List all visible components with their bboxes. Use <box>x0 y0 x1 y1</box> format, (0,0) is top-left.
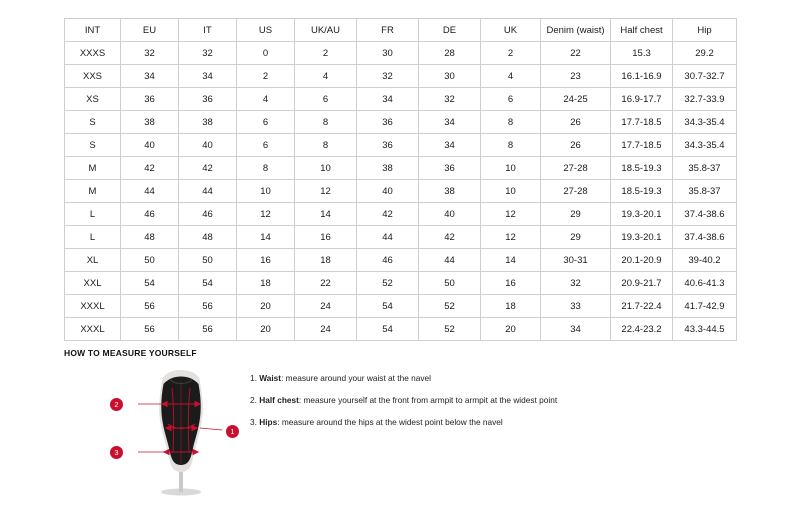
table-cell: 35.8-37 <box>673 180 737 203</box>
mannequin-figure-container <box>114 368 240 498</box>
table-row <box>65 157 737 180</box>
table-row <box>65 65 737 88</box>
table-cell: 34 <box>357 88 419 111</box>
table-cell: 37.4-38.6 <box>673 226 737 249</box>
table-cell: 8 <box>237 157 295 180</box>
table-cell: XXXS <box>65 42 121 65</box>
table-cell: 43.3-44.5 <box>673 318 737 341</box>
measure-instructions <box>250 368 557 440</box>
table-cell: 29.2 <box>673 42 737 65</box>
measure-note-text: : measure around your waist at the navel <box>281 373 431 383</box>
table-header-cell: Hip <box>673 19 737 42</box>
table-cell: 42 <box>357 203 419 226</box>
table-cell: 32 <box>179 42 237 65</box>
how-to-measure-title: HOW TO MEASURE YOURSELF <box>64 348 197 358</box>
table-cell: 12 <box>481 203 541 226</box>
table-header-cell: FR <box>357 19 419 42</box>
table-cell: 22.4-23.2 <box>611 318 673 341</box>
table-cell: 42 <box>121 157 179 180</box>
table-row <box>65 42 737 65</box>
table-cell: 56 <box>121 318 179 341</box>
table-cell: 50 <box>121 249 179 272</box>
table-header-cell: Denim (waist) <box>541 19 611 42</box>
table-cell: 29 <box>541 226 611 249</box>
table-cell: 38 <box>419 180 481 203</box>
table-cell: 8 <box>295 111 357 134</box>
table-cell: 35.8-37 <box>673 157 737 180</box>
table-cell: 44 <box>121 180 179 203</box>
table-cell: 10 <box>295 157 357 180</box>
table-header-cell: UK/AU <box>295 19 357 42</box>
table-cell: 14 <box>481 249 541 272</box>
table-cell: 34 <box>419 134 481 157</box>
table-cell: 18 <box>237 272 295 295</box>
table-cell: XXS <box>65 65 121 88</box>
table-header-cell: Half chest <box>611 19 673 42</box>
measure-note-term: Hips <box>259 416 278 427</box>
table-cell: 16.1-16.9 <box>611 65 673 88</box>
table-cell: 40.6-41.3 <box>673 272 737 295</box>
table-cell: 10 <box>237 180 295 203</box>
table-row <box>65 134 737 157</box>
table-cell: 29 <box>541 203 611 226</box>
table-cell: 30 <box>419 65 481 88</box>
table-row <box>65 111 737 134</box>
table-cell: 37.4-38.6 <box>673 203 737 226</box>
table-cell: 32 <box>121 42 179 65</box>
table-header-cell: DE <box>419 19 481 42</box>
table-cell: XXXL <box>65 318 121 341</box>
table-header-cell: UK <box>481 19 541 42</box>
table-cell: XXL <box>65 272 121 295</box>
how-to-measure-body <box>64 368 736 498</box>
table-cell: 44 <box>357 226 419 249</box>
how-to-measure-section <box>64 348 736 498</box>
table-cell: 6 <box>237 134 295 157</box>
table-cell: 23 <box>541 65 611 88</box>
table-header-cell: US <box>237 19 295 42</box>
table-cell: 15.3 <box>611 42 673 65</box>
table-cell: 44 <box>419 249 481 272</box>
table-cell: 46 <box>121 203 179 226</box>
table-cell: 32.7-33.9 <box>673 88 737 111</box>
table-cell: 34.3-35.4 <box>673 134 737 157</box>
measure-note-index: 1. <box>250 373 257 383</box>
table-cell: 4 <box>237 88 295 111</box>
table-cell: 50 <box>419 272 481 295</box>
size-table-container <box>64 18 736 341</box>
table-cell: 12 <box>295 180 357 203</box>
table-cell: 56 <box>121 295 179 318</box>
table-cell: 52 <box>419 295 481 318</box>
table-cell: 10 <box>481 157 541 180</box>
table-row <box>65 249 737 272</box>
table-header-row <box>65 19 737 42</box>
table-cell: 12 <box>237 203 295 226</box>
table-cell: 17.7-18.5 <box>611 111 673 134</box>
table-cell: 16.9-17.7 <box>611 88 673 111</box>
table-cell: 46 <box>357 249 419 272</box>
table-header-cell: IT <box>179 19 237 42</box>
table-cell: 26 <box>541 134 611 157</box>
table-cell: 36 <box>179 88 237 111</box>
table-cell: 30.7-32.7 <box>673 65 737 88</box>
table-cell: L <box>65 226 121 249</box>
table-row <box>65 318 737 341</box>
marker-2: 2 <box>110 398 123 411</box>
table-cell: 40 <box>419 203 481 226</box>
table-cell: 6 <box>237 111 295 134</box>
marker-3: 3 <box>110 446 123 459</box>
table-cell: 16 <box>295 226 357 249</box>
table-cell: 56 <box>179 318 237 341</box>
table-header-cell: INT <box>65 19 121 42</box>
table-cell: 34 <box>179 65 237 88</box>
table-cell: 19.3-20.1 <box>611 203 673 226</box>
table-cell: 22 <box>295 272 357 295</box>
table-cell: 48 <box>121 226 179 249</box>
table-cell: 36 <box>121 88 179 111</box>
table-cell: 32 <box>357 65 419 88</box>
table-cell: 14 <box>237 226 295 249</box>
table-cell: M <box>65 157 121 180</box>
measure-note <box>250 374 557 384</box>
table-cell: 18 <box>295 249 357 272</box>
table-cell: 48 <box>179 226 237 249</box>
table-cell: 8 <box>481 134 541 157</box>
table-cell: 52 <box>357 272 419 295</box>
table-cell: 42 <box>179 157 237 180</box>
size-table <box>64 18 737 341</box>
table-cell: 12 <box>481 226 541 249</box>
table-cell: 34 <box>419 111 481 134</box>
table-cell: 54 <box>121 272 179 295</box>
table-row <box>65 226 737 249</box>
table-row <box>65 203 737 226</box>
table-row <box>65 295 737 318</box>
table-cell: 20 <box>481 318 541 341</box>
table-header-cell: EU <box>121 19 179 42</box>
table-cell: 4 <box>481 65 541 88</box>
mannequin-icon <box>138 368 224 496</box>
table-cell: 32 <box>541 272 611 295</box>
table-cell: 56 <box>179 295 237 318</box>
table-cell: 2 <box>237 65 295 88</box>
table-cell: 42 <box>419 226 481 249</box>
table-cell: 8 <box>295 134 357 157</box>
table-cell: 17.7-18.5 <box>611 134 673 157</box>
measure-note-text: : measure around the hips at the widest point below the navel <box>277 416 503 427</box>
measure-note-term: Waist <box>259 373 282 383</box>
measure-note-index: 2. <box>250 394 257 405</box>
table-row <box>65 272 737 295</box>
table-cell: 0 <box>237 42 295 65</box>
table-cell: 34 <box>121 65 179 88</box>
table-cell: 30 <box>357 42 419 65</box>
table-cell: 20.1-20.9 <box>611 249 673 272</box>
table-cell: 24 <box>295 295 357 318</box>
table-cell: 40 <box>357 180 419 203</box>
table-row <box>65 88 737 111</box>
table-cell: 20 <box>237 318 295 341</box>
measure-note <box>250 418 557 428</box>
table-cell: XXXL <box>65 295 121 318</box>
table-cell: 16 <box>237 249 295 272</box>
table-cell: 40 <box>121 134 179 157</box>
table-cell: S <box>65 134 121 157</box>
table-cell: 38 <box>357 157 419 180</box>
table-cell: 36 <box>357 134 419 157</box>
table-cell: 4 <box>295 65 357 88</box>
table-cell: 14 <box>295 203 357 226</box>
table-cell: 32 <box>419 88 481 111</box>
table-cell: 2 <box>295 42 357 65</box>
measure-note-index: 3. <box>250 416 257 427</box>
table-cell: 6 <box>481 88 541 111</box>
table-cell: 34.3-35.4 <box>673 111 737 134</box>
table-cell: 27-28 <box>541 180 611 203</box>
table-cell: 46 <box>179 203 237 226</box>
table-cell: 26 <box>541 111 611 134</box>
table-cell: S <box>65 111 121 134</box>
table-cell: 24-25 <box>541 88 611 111</box>
table-cell: 28 <box>419 42 481 65</box>
table-cell: 41.7-42.9 <box>673 295 737 318</box>
table-cell: 36 <box>419 157 481 180</box>
table-cell: 52 <box>419 318 481 341</box>
table-cell: 21.7-22.4 <box>611 295 673 318</box>
table-cell: 54 <box>357 295 419 318</box>
table-cell: 38 <box>179 111 237 134</box>
table-cell: 54 <box>357 318 419 341</box>
table-cell: 10 <box>481 180 541 203</box>
table-cell: 2 <box>481 42 541 65</box>
table-cell: 18.5-19.3 <box>611 157 673 180</box>
table-cell: 36 <box>357 111 419 134</box>
table-cell: L <box>65 203 121 226</box>
table-cell: 20 <box>237 295 295 318</box>
table-cell: 40 <box>179 134 237 157</box>
table-row <box>65 180 737 203</box>
table-cell: 18 <box>481 295 541 318</box>
measure-note <box>250 396 557 406</box>
table-cell: 30-31 <box>541 249 611 272</box>
table-cell: 39-40.2 <box>673 249 737 272</box>
table-cell: 27-28 <box>541 157 611 180</box>
table-cell: 44 <box>179 180 237 203</box>
table-cell: 20.9-21.7 <box>611 272 673 295</box>
table-cell: XS <box>65 88 121 111</box>
table-cell: 34 <box>541 318 611 341</box>
table-cell: 38 <box>121 111 179 134</box>
table-cell: 6 <box>295 88 357 111</box>
measure-note-term: Half chest <box>259 394 299 405</box>
mannequin-illustration <box>114 368 235 496</box>
table-cell: 16 <box>481 272 541 295</box>
table-cell: XL <box>65 249 121 272</box>
table-cell: 50 <box>179 249 237 272</box>
table-cell: 8 <box>481 111 541 134</box>
table-cell: 19.3-20.1 <box>611 226 673 249</box>
table-cell: 18.5-19.3 <box>611 180 673 203</box>
table-cell: M <box>65 180 121 203</box>
measure-note-text: : measure yourself at the front from armpit to armpit at the widest point <box>298 394 558 405</box>
table-cell: 24 <box>295 318 357 341</box>
size-table-body <box>65 42 737 341</box>
table-cell: 33 <box>541 295 611 318</box>
table-cell: 22 <box>541 42 611 65</box>
marker-1: 1 <box>226 425 239 438</box>
table-cell: 54 <box>179 272 237 295</box>
size-table-head <box>65 19 737 42</box>
